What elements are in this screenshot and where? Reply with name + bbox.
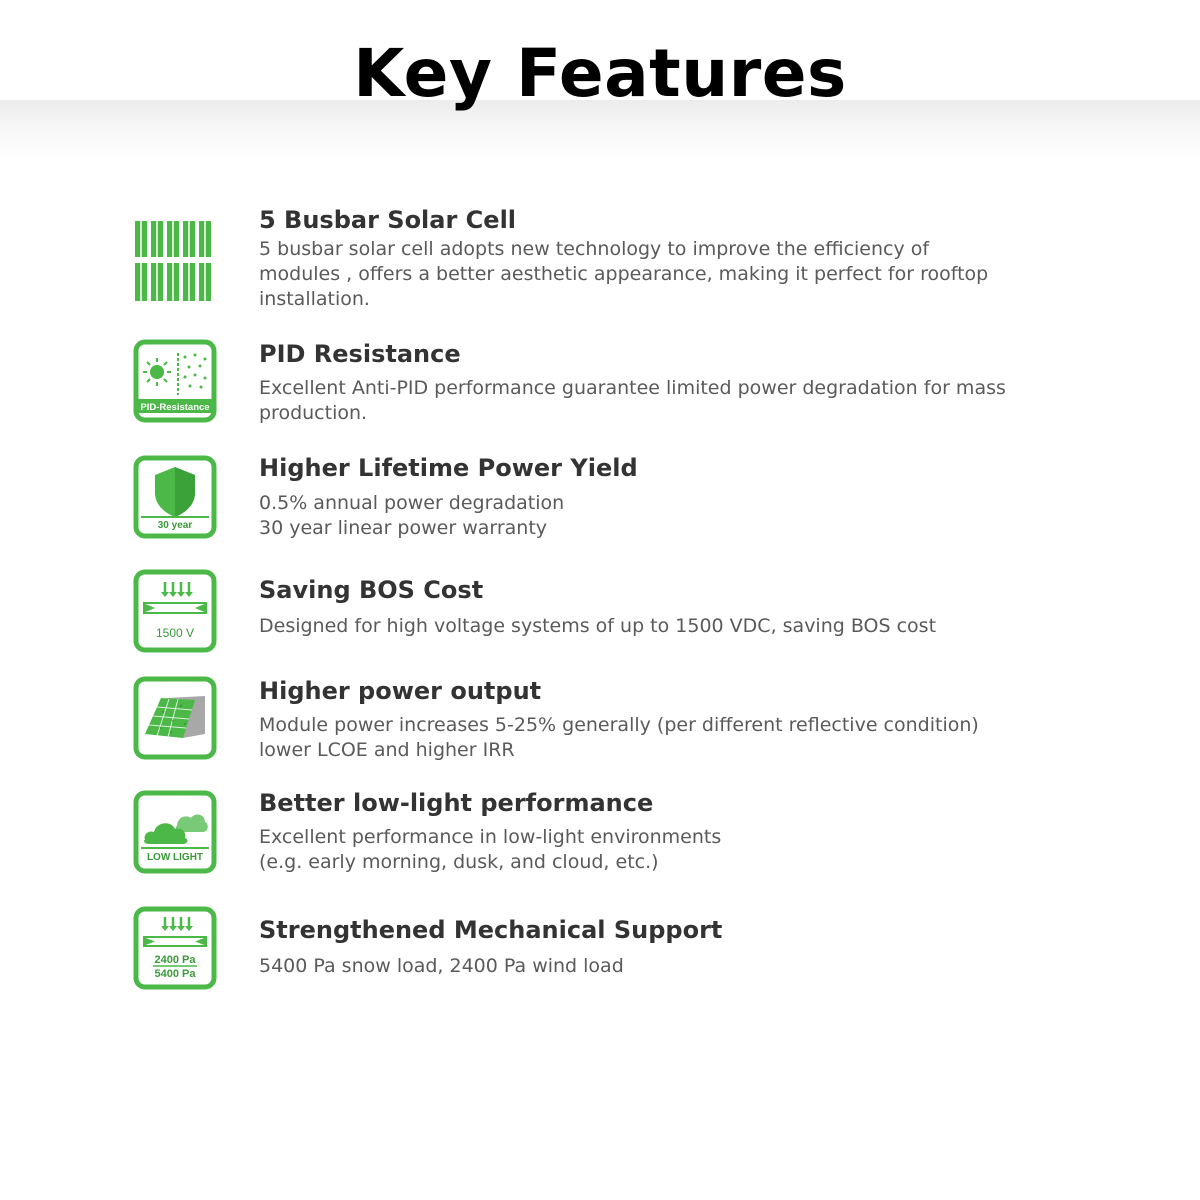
- feature-line: installation.: [259, 288, 370, 310]
- shield-icon: [133, 455, 217, 539]
- icon-label: 5400 Pa: [154, 968, 196, 980]
- feature-description: [259, 954, 1139, 979]
- feature-description: [259, 376, 1139, 426]
- feature-text: [259, 205, 1139, 312]
- page-title: Key Features: [353, 35, 847, 112]
- solar-cell-grid-icon: [133, 219, 217, 303]
- load-arrows-icon: [133, 906, 217, 990]
- feature-description: [259, 614, 1139, 639]
- feature-line: Excellent Anti-PID performance guarantee limited power degradation for mass: [259, 377, 1006, 399]
- feature-text: [259, 788, 1139, 875]
- feature-title: Saving BOS Cost: [259, 576, 484, 604]
- feature-line: production.: [259, 402, 368, 424]
- feature-line: Module power increases 5-25% generally (per different reflective condition): [259, 714, 979, 736]
- voltage-arrows-icon: [133, 569, 217, 653]
- feature-line: Designed for high voltage systems of up to 1500 VDC, saving BOS cost: [259, 615, 937, 637]
- feature-description: [259, 825, 1139, 875]
- feature-title: Better low-light performance: [259, 789, 654, 817]
- icon-label: 1500 V: [155, 626, 195, 640]
- feature-title: PID Resistance: [259, 340, 461, 368]
- icon-label: PID-Resistance: [140, 402, 210, 413]
- icon-label: LOW LIGHT: [146, 852, 204, 863]
- feature-title: Higher Lifetime Power Yield: [259, 454, 638, 482]
- bifacial-panel-icon: [133, 676, 217, 760]
- feature-text: [259, 575, 1139, 639]
- feature-text: [259, 453, 1139, 541]
- feature-line: Excellent performance in low-light environments: [259, 826, 722, 848]
- feature-title: 5 Busbar Solar Cell: [259, 206, 517, 234]
- feature-description: [259, 491, 1139, 541]
- feature-text: [259, 676, 1139, 763]
- icon-label: 2400 Pa: [154, 954, 196, 966]
- feature-line: 30 year linear power warranty: [259, 517, 548, 539]
- feature-text: [259, 339, 1139, 426]
- feature-description: [259, 237, 1139, 312]
- pid-resistance-icon: [133, 339, 217, 423]
- feature-line: lower LCOE and higher IRR: [259, 739, 515, 761]
- icon-label: 30 year: [157, 520, 193, 531]
- feature-title: Strengthened Mechanical Support: [259, 916, 723, 944]
- feature-description: [259, 713, 1139, 763]
- feature-line: 5400 Pa snow load, 2400 Pa wind load: [259, 955, 624, 977]
- feature-line: (e.g. early morning, dusk, and cloud, etc.): [259, 851, 659, 873]
- feature-title: Higher power output: [259, 677, 542, 705]
- feature-line: 0.5% annual power degradation: [259, 492, 565, 514]
- cloud-icon: [133, 790, 217, 874]
- feature-line: modules , offers a better aesthetic appearance, making it perfect for rooftop: [259, 263, 989, 285]
- feature-text: [259, 915, 1139, 979]
- feature-line: 5 busbar solar cell adopts new technology to improve the efficiency of: [259, 238, 930, 260]
